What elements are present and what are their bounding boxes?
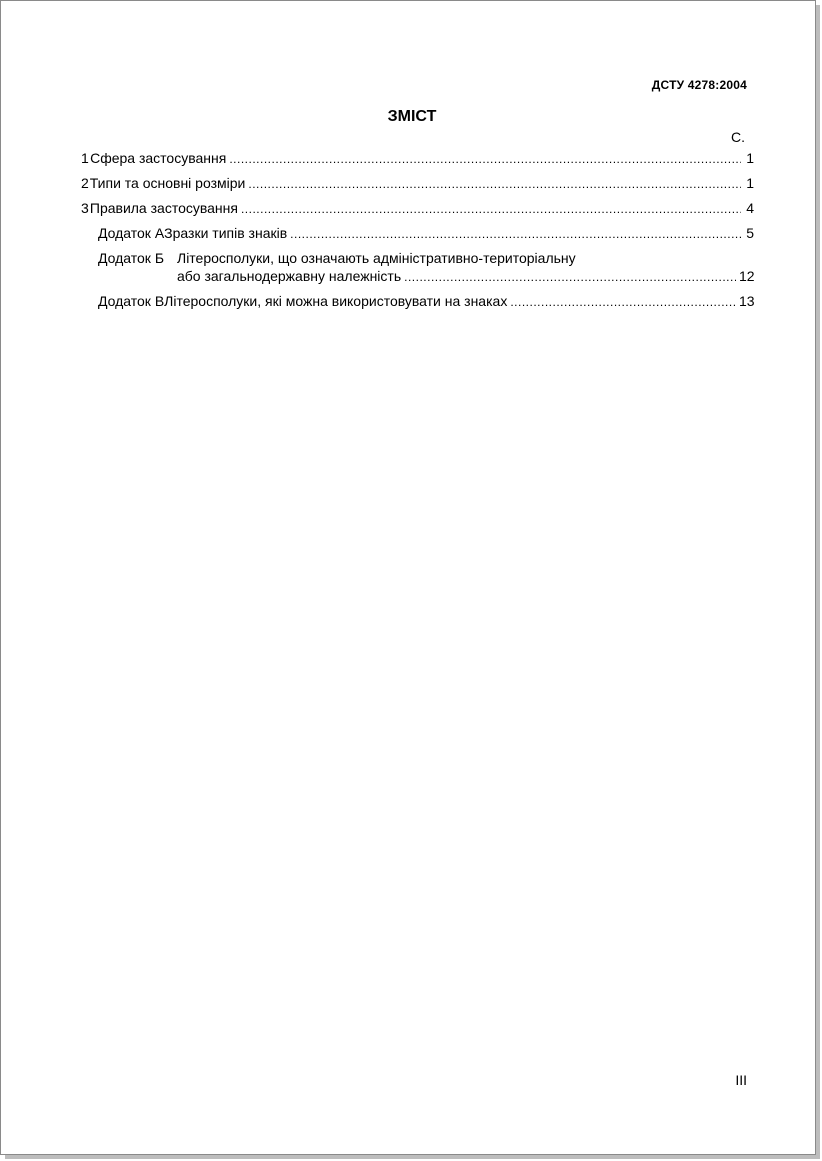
toc-entry-title: Літеросполуки, які можна використовувати на знаках (164, 293, 508, 309)
toc-dot-leader (248, 175, 741, 193)
annex-label: Додаток Б (98, 250, 165, 266)
annex-label: Додаток А (98, 225, 165, 241)
toc-dot-leader (510, 293, 736, 311)
toc-dot-leader (404, 268, 736, 286)
document-code: ДСТУ 4278:2004 (651, 78, 747, 92)
toc-entry-title-line2: або загальнодержавну належність (177, 268, 402, 284)
toc-entry-title: Зразки типів знаків (164, 225, 288, 241)
toc-entry-page: 12 (739, 268, 755, 284)
page-number: III (735, 1072, 747, 1088)
page-shadow-bottom (5, 1155, 820, 1159)
annex-label: Додаток В (98, 293, 165, 309)
toc-entry-title: Сфера застосування (90, 150, 227, 166)
toc-entry-section-1[interactable] (81, 149, 754, 168)
toc-entry-title: Правила застосування (89, 200, 238, 216)
toc-dot-leader (290, 225, 741, 243)
page-shadow-right (816, 5, 820, 1157)
toc-entry-section-2[interactable] (81, 174, 754, 193)
toc-entry-number: 3 (81, 200, 89, 216)
page-column-label: С. (731, 129, 745, 145)
toc-entry-page: 13 (739, 293, 755, 309)
toc-dot-leader (229, 150, 741, 168)
toc-entry-number: 2 (81, 175, 89, 191)
toc-entry-page: 1 (746, 150, 754, 166)
toc-entry-annex-a[interactable] (98, 224, 754, 243)
toc-entry-title-line1: Літеросполуки, що означають адміністративно-територіальну (177, 250, 576, 266)
toc-entry-annex-v[interactable] (98, 292, 755, 311)
toc-entry-page: 5 (746, 225, 754, 241)
toc-dot-leader (241, 200, 741, 218)
toc-title: ЗМІСТ (387, 108, 437, 125)
toc-entry-number: 1 (81, 150, 89, 166)
toc-entry-page: 1 (746, 175, 754, 191)
toc-entry-annex-b[interactable] (98, 249, 754, 285)
toc-entry-page: 4 (746, 200, 754, 216)
toc-entry-section-3[interactable] (81, 199, 754, 218)
toc-entry-title: Типи та основні розміри (89, 175, 246, 191)
